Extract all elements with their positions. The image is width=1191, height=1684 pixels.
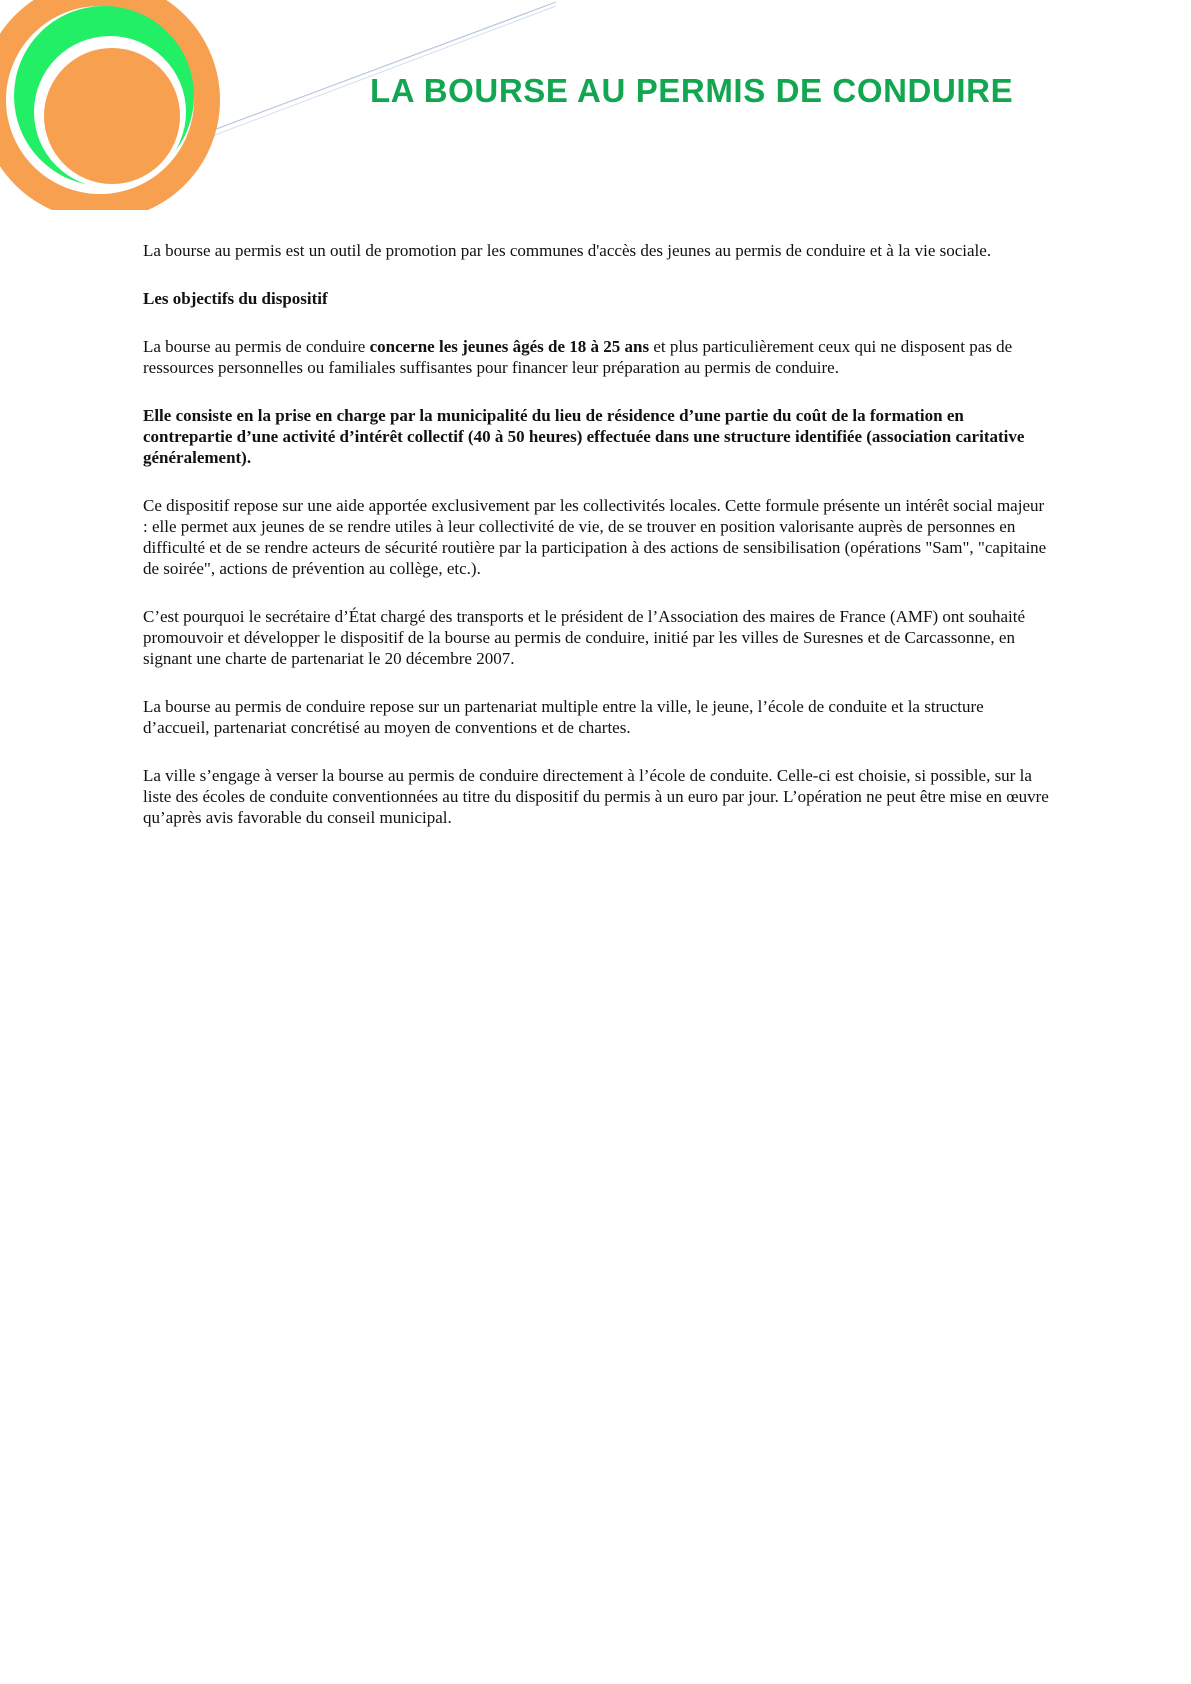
paragraph-local-aid: Ce dispositif repose sur une aide apportée exclusivement par les collectivités locales. Cette formule présente un intérêt social majeur : elle permet aux jeunes de se rendre utiles à leur collectivité de vie, de se trouver en position valorisante auprès de personnes en difficulté et de se rendre acteurs de sécurité routière par la participation à des actions de sensibilisation (opérations "Sam", "capitaine de soirée", actions de prévention au collège, etc.). xyxy=(143,496,1047,578)
paragraph-text: et plus particulièrement ceux qui ne disposent pas de ressources personnelles ou familiales suffisantes pour financer leur préparation au permis de conduire. xyxy=(143,337,1013,377)
document-body xyxy=(143,240,1053,855)
paragraph-partnership: La bourse au permis de conduire repose sur un partenariat multiple entre la ville, le jeune, l’école de conduite et la structure d’accueil, partenariat concrétisé au moyen de conventions et de chartes. xyxy=(143,697,984,737)
page-title: LA BOURSE AU PERMIS DE CONDUIRE xyxy=(370,72,1014,109)
paragraph-target-audience xyxy=(143,336,1053,378)
paragraph-emphasis: concerne les jeunes âgés de 18 à 25 ans xyxy=(369,337,650,356)
paragraph-charter: C’est pourquoi le secrétaire d’État chargé des transports et le président de l’Association des maires de France (AMF) ont souhaité promouvoir et développer le dispositif de la bourse au permis de conduire, initié par les villes de Suresnes et de Carcassonne, en signant une charte de partenariat le 20 décembre 2007. xyxy=(143,607,1025,668)
intro-paragraph: La bourse au permis est un outil de promotion par les communes d'accès des jeunes au permis de conduire et à la vie sociale. xyxy=(143,241,992,260)
section-heading: Les objectifs du dispositif xyxy=(143,289,328,308)
paragraph-city-commitment: La ville s’engage à verser la bourse au permis de conduire directement à l’école de conduite. Celle-ci est choisie, si possible, sur la liste des écoles de conduite conventionnées au titre du dispositif du permis à un euro par jour. L’opération ne peut être mise en œuvre qu’après avis favorable du conseil municipal. xyxy=(143,766,1049,827)
paragraph-text: La bourse au permis de conduire xyxy=(143,337,370,356)
paragraph-funding: Elle consiste en la prise en charge par la municipalité du lieu de résidence d’une partie du coût de la formation en contrepartie d’une activité d’intérêt collectif (40 à 50 heures) effectuée dans une structure identifiée (association caritative généralement). xyxy=(143,406,1025,467)
